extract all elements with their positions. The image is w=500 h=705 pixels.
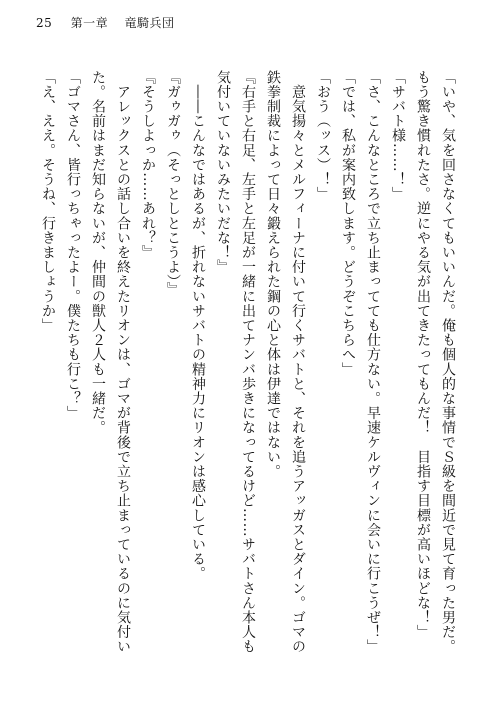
text-line: ――こんなではあるが、折れないサバトの精神力にリオンは感心している。 bbox=[190, 70, 206, 581]
text-line: 意気揚々とメルフィーナに付いて行くサバトと、それを追うアッガスとダイン。ゴマの bbox=[290, 70, 306, 654]
text-line: 『ガゥガゥ（そっとしとこうよ）』 bbox=[165, 70, 181, 297]
text-line: 気付いていないみたいだな！』 bbox=[215, 70, 231, 275]
text-line: 「さ、こんなところで立ち止まってても仕方ない。早速ケルヴィンに会いに行こうぜ！」 bbox=[365, 70, 381, 654]
page-number: 25 bbox=[36, 16, 53, 30]
text-line: 『そうしよっか……あれ？』 bbox=[140, 70, 156, 260]
running-header bbox=[36, 14, 174, 31]
text-line: 「サバト様……！」 bbox=[390, 70, 406, 202]
text-line: アレックスとの話し合いを終えたリオンは、ゴマが背後で立ち止まっているのに気付い bbox=[115, 70, 131, 654]
text-line: 「いや、気を回さなくてもいいんだ。俺も個人的な事情でＳ級を間近で見て育った男だ。 bbox=[440, 70, 456, 654]
text-line: た。名前はまだ知らないが、仲間の獣人２人も一緒だ。 bbox=[90, 70, 106, 435]
text-line: 「ゴマさん、皆行っちゃったよー。僕たちも行こ？」 bbox=[65, 70, 81, 421]
text-line: 『右手と右足、左手と左足が一緒に出てナンバ歩きになってるけど……サバトさん本人も bbox=[240, 70, 256, 654]
chapter-label: 第一章 bbox=[70, 16, 109, 30]
text-line: もう驚き慣れたさ。逆にやる気が出てきたってもんだ！ 目指す目標が高いほどな！」 bbox=[415, 70, 431, 640]
text-line: 「おう（ッス）！」 bbox=[315, 70, 331, 202]
text-line: 「では、私が案内致します。どうぞこちらへ」 bbox=[340, 70, 356, 377]
text-line: 鉄拳制裁によって日々鍛えられた鋼の心と体は伊達ではない。 bbox=[265, 70, 281, 479]
text-line: 「え、ええ。そうね、行きましょうか」 bbox=[40, 70, 56, 333]
body-text bbox=[35, 70, 460, 675]
chapter-title: 竜騎兵団 bbox=[124, 16, 175, 30]
